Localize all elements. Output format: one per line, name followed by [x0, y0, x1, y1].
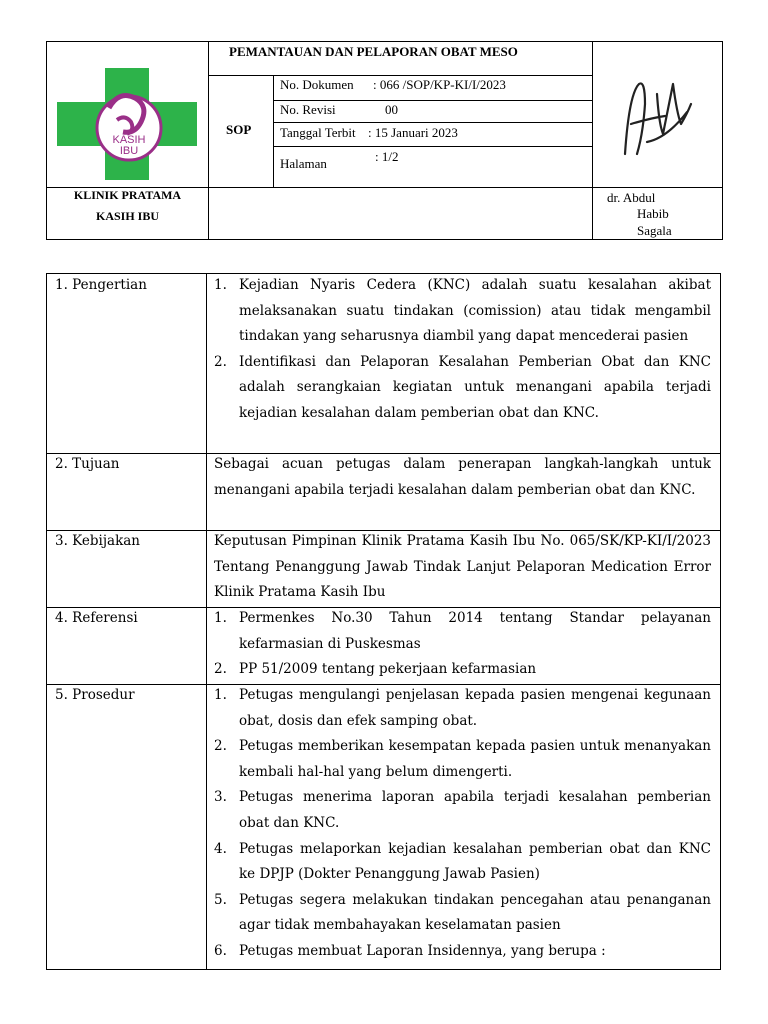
section-content-prosedur: [214, 683, 711, 965]
field-no-dokumen-value: : 066 /SOP/KP-KI/I/2023: [373, 77, 506, 92]
signer-line1: dr. Abdul: [607, 190, 656, 205]
section-content-referensi: [214, 606, 711, 683]
section-label-tujuan: 2. Tujuan: [55, 456, 120, 472]
section-label-prosedur: 5. Prosedur: [55, 687, 135, 703]
org-name-line2: KASIH IBU: [95, 209, 160, 223]
clinic-logo: [57, 68, 197, 180]
list-item: 1. Permenkes No.30 Tahun 2014 tentang Standar pelayanan kefarmasian di Puskesmas: [214, 610, 711, 652]
field-no-revisi-value: 00: [385, 102, 398, 117]
signer-line3: Sagala: [637, 223, 672, 238]
field-halaman-label: Halaman: [280, 156, 327, 171]
field-no-revisi-label: No. Revisi: [280, 102, 336, 117]
list-item: 2. Petugas memberikan kesempatan kepada pasien untuk menanyakan kembali hal-hal yang belum dimengerti.: [214, 738, 711, 780]
field-tanggal-terbit-label: Tanggal Terbit: [280, 125, 356, 140]
logo-text-ibu: IBU: [119, 145, 139, 157]
section-content-kebijakan: Keputusan Pimpinan Klinik Pratama Kasih Ibu No. 065/SK/KP-KI/I/2023 Tentang Penanggung Jawab Tindak Lanjut Pelaporan Medication Error Klinik Pratama Kasih Ibu: [214, 533, 711, 601]
section-label-kebijakan: 3. Kebijakan: [55, 533, 141, 549]
document-title: PEMANTAUAN DAN PELAPORAN OBAT MESO: [229, 44, 518, 59]
sop-label: SOP: [226, 122, 252, 137]
list-item: 3. Petugas menerima laporan apabila terjadi kesalahan pemberian obat dan KNC.: [214, 789, 711, 831]
list-item: 2. PP 51/2009 tentang pekerjaan kefarmasian: [214, 661, 537, 678]
signer-line2: Habib: [637, 206, 669, 221]
logo-text-kasih: KASIH: [112, 134, 146, 146]
section-label-referensi: 4. Referensi: [55, 610, 138, 626]
list-item: 1. Kejadian Nyaris Cedera (KNC) adalah suatu kesalahan akibat melaksanakan suatu tindakan (comission) atau tidak mengambil tindakan yang seharusnya diambil yang dapat mencederai pasien: [214, 277, 711, 345]
list-item: 1. Petugas mengulangi penjelasan kepada pasien mengenai kegunaan obat, dosis dan efek samping obat.: [214, 687, 711, 729]
field-no-dokumen-label: No. Dokumen: [280, 77, 354, 92]
section-label-pengertian: 1. Pengertian: [55, 277, 147, 293]
signature-image: [617, 54, 697, 174]
org-name-line1: KLINIK PRATAMA: [73, 188, 182, 202]
list-item: 6. Petugas membuat Laporan Insidennya, yang berupa :: [214, 942, 606, 959]
section-content-pengertian: [214, 273, 711, 427]
section-content-tujuan: Sebagai acuan petugas dalam penerapan langkah-langkah untuk menangani apabila terjadi kesalahan dalam pemberian obat dan KNC.: [214, 456, 711, 498]
list-item: 2. Identifikasi dan Pelaporan Kesalahan Pemberian Obat dan KNC adalah serangkaian kegiatan untuk menangani apabila terjadi kejadian kesalahan dalam pemberian obat dan KNC.: [214, 353, 711, 421]
field-tanggal-terbit-value: : 15 Januari 2023: [368, 125, 458, 140]
document-header: [46, 41, 723, 240]
field-halaman-value: : 1/2: [375, 149, 399, 164]
list-item: 4. Petugas melaporkan kejadian kesalahan pemberian obat dan KNC ke DPJP (Dokter Penanggung Jawab Pasien): [214, 840, 711, 883]
list-item: 5. Petugas segera melakukan tindakan pencegahan atau penanganan agar tidak membahayakan keselamatan pasien: [214, 891, 711, 934]
sop-content-table: [46, 273, 721, 970]
